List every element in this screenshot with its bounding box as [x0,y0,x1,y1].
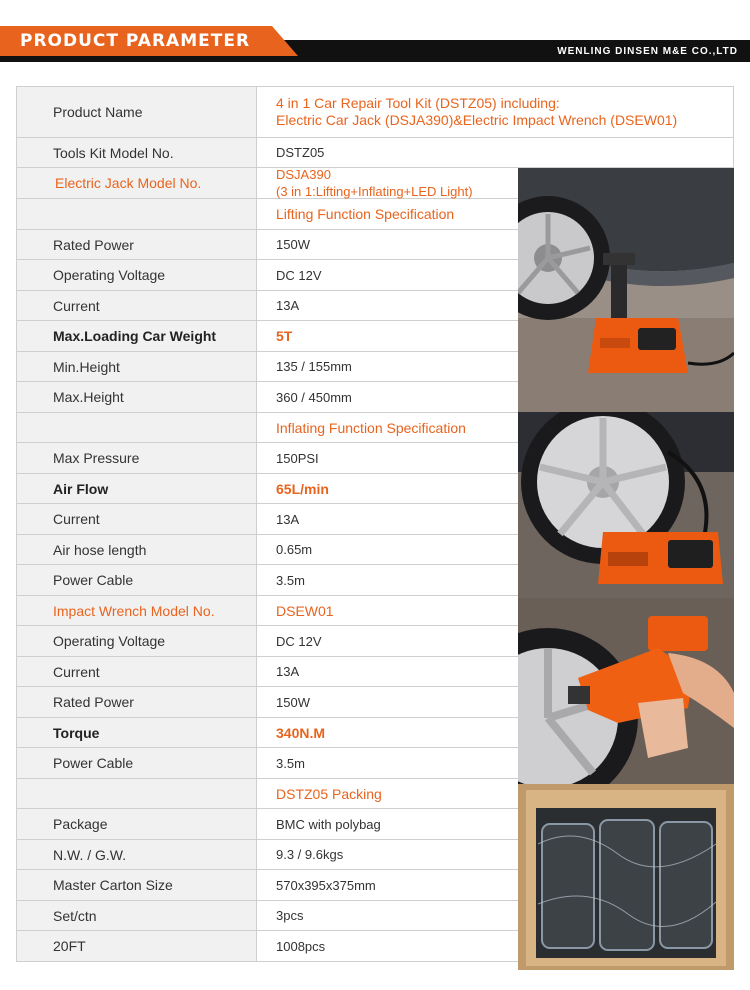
row-label: Max.Height [16,382,257,412]
row-label: Tools Kit Model No. [16,138,257,167]
row-value: 340N.M [276,724,326,741]
jack-model-desc: (3 in 1:Lifting+Inflating+LED Light) [276,184,473,199]
row-label: Impact Wrench Model No. [16,596,257,625]
carton-packing-photo [518,784,734,970]
row-label: Power Cable [16,748,257,778]
row-label: Current [16,291,257,320]
row-value: 150PSI [276,450,319,466]
row-value: DSTZ05 [257,138,734,167]
row-value: 3.5m [276,755,305,771]
row-label: Product Name [16,87,257,137]
tire-inflating-photo [518,412,734,598]
section-title: DSTZ05 Packing [276,785,382,802]
row-value: 13A [276,664,300,679]
row-value: 13A [276,298,300,313]
row-label: Current [16,504,257,534]
row-label: Rated Power [16,687,257,717]
row-label: Min.Height [16,352,257,381]
row-label [16,779,257,808]
row-value: 150W [276,237,310,252]
row-value: 3.5m [276,572,305,588]
row-label: Operating Voltage [16,626,257,656]
row-label: Air hose length [16,535,257,564]
row-label: 20FT [16,931,257,961]
row-label: Air Flow [16,474,257,503]
row-value: DSEW01 [276,602,334,619]
row-value [257,87,734,137]
table-row [16,138,734,168]
row-label [16,199,257,229]
row-value: DC 12V [276,633,322,649]
row-value: 13A [276,511,300,527]
row-label [16,413,257,442]
row-label: Max.Loading Car Weight [16,321,257,351]
row-label: N.W. / G.W. [16,840,257,869]
row-label: Operating Voltage [16,260,257,290]
row-value: 65L/min [276,480,329,497]
company-name: WENLING DINSEN M&E CO.,LTD [557,46,738,57]
impact-wrench-photo [518,598,734,784]
row-value: DC 12V [276,267,322,283]
row-value: 0.65m [276,542,313,557]
table-row [16,87,734,138]
row-label: Power Cable [16,565,257,595]
row-label: Torque [16,718,257,747]
row-value: 150W [276,694,310,710]
row-value: 9.3 / 9.6kgs [276,847,344,862]
row-label: Current [16,657,257,686]
product-name-line2: Electric Car Jack (DSJA390)&Electric Impact Wrench (DSEW01) [276,112,678,128]
page-title: PRODUCT PARAMETER [20,31,251,51]
row-label: Rated Power [16,230,257,259]
row-value: 360 / 450mm [276,389,352,405]
row-value: 135 / 155mm [276,359,352,374]
section-title: Inflating Function Specification [276,419,466,436]
row-label: Package [16,809,257,839]
row-value: BMC with polybag [276,816,381,832]
row-value: 570x395x375mm [276,877,376,893]
row-value: 5T [276,328,293,344]
row-value: 3pcs [276,908,304,923]
row-label: Master Carton Size [16,870,257,900]
section-title: Lifting Function Specification [276,206,455,222]
product-name-line1: 4 in 1 Car Repair Tool Kit (DSTZ05) including: [276,95,560,111]
car-jack-lifting-photo [518,168,734,412]
row-label: Max Pressure [16,443,257,473]
jack-model: DSJA390 [276,167,331,182]
row-label: Electric Jack Model No. [16,168,257,198]
row-value: 1008pcs [276,938,326,954]
row-label: Set/ctn [16,901,257,930]
